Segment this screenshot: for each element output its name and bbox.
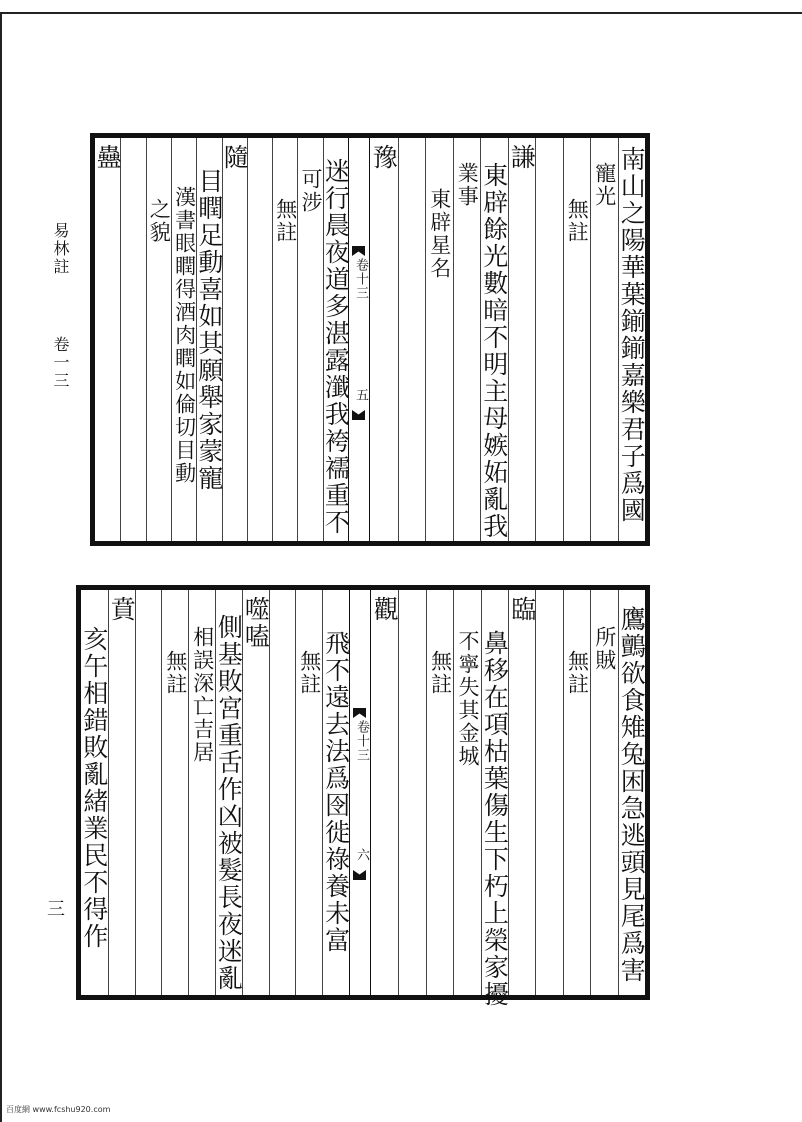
bottom-facsimile-page: [76, 585, 650, 1008]
text-column: [425, 138, 453, 541]
top-right-half: [370, 138, 645, 541]
text-column: [563, 590, 590, 995]
text-column: [161, 590, 188, 995]
column-text: 亥午相錯敗亂緒業民不得作: [79, 626, 109, 950]
text-column: [480, 138, 508, 541]
column-text: 觀: [370, 596, 400, 623]
column-text: 可涉: [299, 168, 324, 214]
text-column: [93, 138, 123, 541]
column-text: 南山之陽華葉鎆鎆嘉樂君子爲國: [617, 146, 647, 524]
page-number: 三: [47, 899, 65, 920]
text-column: [590, 590, 617, 995]
text-column: [242, 590, 269, 995]
top-left-half: [93, 138, 351, 541]
column-text: 謙: [507, 144, 537, 171]
column-text: 無註: [273, 198, 298, 244]
text-column: [618, 590, 645, 995]
text-column: [120, 138, 145, 541]
text-column: [453, 590, 480, 995]
left-edge-rule: [0, 12, 2, 1122]
text-column: [108, 590, 135, 995]
column-text: 蠱: [93, 144, 123, 171]
text-column: [508, 590, 535, 995]
volume-label: 卷一三: [51, 336, 70, 390]
text-column: [272, 138, 297, 541]
gutter-leaf: 六: [354, 848, 369, 862]
watermark: 百度網 www.fcshu920.com: [6, 1105, 111, 1114]
column-text: 飛不遠去法爲囹徙祿養未富: [321, 630, 351, 954]
text-column: [321, 138, 351, 541]
text-column: [618, 138, 646, 541]
text-column: [590, 138, 618, 541]
text-column: [535, 590, 562, 995]
text-column: [398, 138, 426, 541]
text-column: [220, 138, 250, 541]
text-column: [295, 590, 322, 995]
column-text: 臨: [507, 596, 537, 623]
column-text: 之貌: [147, 198, 172, 244]
column-text: 無註: [565, 198, 590, 244]
bottom-left-half: [81, 590, 349, 995]
text-column: [269, 590, 296, 995]
column-text: 無註: [428, 650, 453, 696]
column-text: 寵光: [592, 162, 617, 208]
column-text: 無註: [163, 650, 188, 696]
top-facsimile-page: [90, 133, 650, 546]
text-column: [480, 590, 510, 1008]
fishtail-mark: [352, 410, 365, 420]
text-column: [171, 138, 196, 541]
fishtail-mark: [352, 246, 365, 256]
text-column: [508, 138, 536, 541]
column-text: 豫: [369, 144, 399, 171]
column-text: 無註: [565, 650, 590, 696]
column-text: 鼻移在項枯葉傷生下朽上榮家擾: [480, 630, 510, 1008]
text-column: [146, 138, 171, 541]
column-text: 所賊: [592, 626, 617, 672]
column-text: 業事: [455, 162, 480, 208]
column-text: 東辟星名: [427, 188, 452, 280]
top-gutter: [348, 138, 370, 541]
bottom-gutter: [349, 590, 371, 995]
running-header: [44, 222, 72, 390]
gutter-volume: 卷十三: [353, 258, 368, 300]
text-column: [322, 590, 349, 995]
text-column: [188, 590, 215, 995]
column-text: 東辟餘光數暗不明主母嫉妬亂我: [479, 162, 509, 540]
text-column: [135, 590, 162, 995]
text-column: [453, 138, 481, 541]
column-text: 不寧失其金城: [455, 630, 480, 768]
text-column: [215, 590, 242, 995]
column-text: 隨: [220, 144, 250, 171]
column-text: 賁: [107, 596, 137, 623]
bottom-right-half: [370, 590, 647, 1008]
text-column: [194, 138, 224, 541]
fishtail-mark: [353, 708, 366, 718]
text-column: [535, 138, 563, 541]
text-column: [563, 138, 591, 541]
gutter-volume: 卷十三: [354, 720, 369, 762]
text-column: [371, 590, 398, 995]
text-column: [426, 590, 453, 995]
text-column: [370, 138, 398, 541]
column-text: 迷行晨夜道多湛露瀸我袴襦重不: [321, 158, 351, 536]
column-text: 漢書眼瞤得酒肉瞤如倫切目動: [172, 186, 197, 485]
gutter-leaf: 五: [353, 388, 368, 402]
text-column: [247, 138, 272, 541]
column-text: 鷹鸇欲食雉兔困急逃頭見尾爲害: [617, 606, 647, 984]
column-text: 相誤深亡吉居: [190, 626, 215, 764]
fishtail-mark: [353, 870, 366, 880]
column-text: 側基敗宮重舌作凶被髮長夜迷亂: [214, 614, 244, 992]
book-title: 易林註: [51, 222, 70, 276]
text-column: [297, 138, 322, 541]
column-text: 無註: [297, 650, 322, 696]
column-text: 噬嗑: [241, 596, 271, 650]
column-text: 目瞤足動喜如其願舉家蒙寵: [194, 168, 224, 492]
top-edge-rule: [0, 12, 802, 14]
text-column: [398, 590, 425, 995]
text-column: [81, 590, 108, 995]
